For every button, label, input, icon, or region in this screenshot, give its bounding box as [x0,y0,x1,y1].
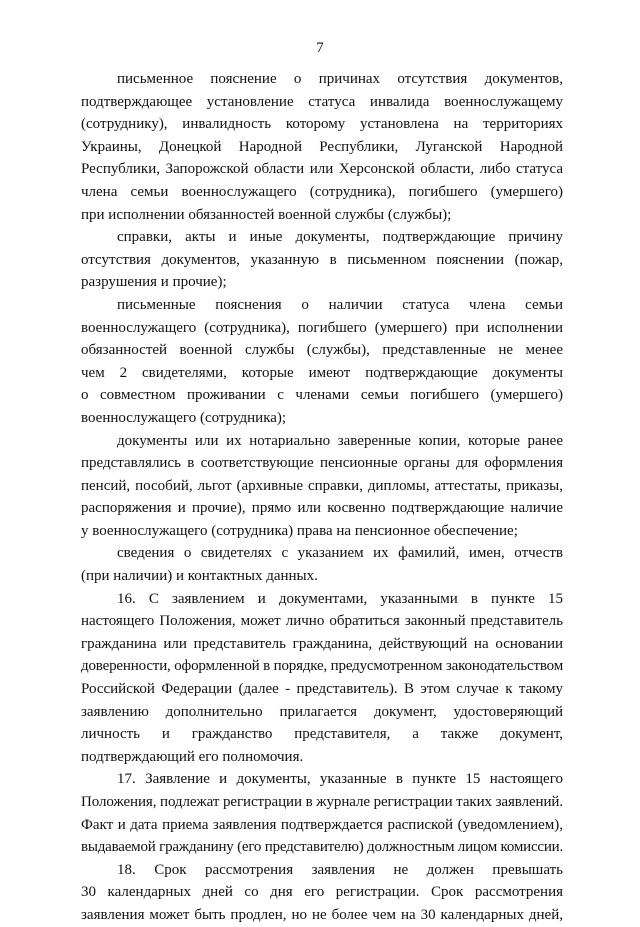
text-line: 30 календарных дней со дня его регистрации. Срок рассмотрения [81,884,563,901]
text-line: Республики, Запорожской области или Херсонской области, либо статуса [81,161,563,178]
text-line: подтверждающий его полномочия. [81,748,304,765]
text-line: справки, акты и иные документы, подтверждающие причину [117,229,563,246]
text-line: (сотруднику), инвалидность которому установлена на территориях [81,116,563,133]
text-line: пенсий, пособий, льгот (архивные справки, дипломы, аттестаты, приказы, [81,477,563,494]
text-line: 17. Заявление и документы, указанные в пункте 15 настоящего [117,771,563,788]
text-line: у военнослужащего (сотрудника) права на пенсионное обеспечение; [81,522,518,539]
text-line: гражданина или представитель гражданина, действующий на основании [81,635,563,652]
text-line: 18. Срок рассмотрения заявления не должен превышать [117,861,563,878]
text-line: Российской Федерации (далее - представитель). В этом случае к такому [81,681,563,698]
text-line: документы или их нотариально заверенные копии, которые ранее [117,432,563,449]
text-line: Положения, подлежат регистрации в журнале регистрации таких заявлений. [81,794,563,810]
text-line: представлялись в соответствующие пенсионные органы для оформления [81,455,563,472]
text-line: сведения о свидетелях с указанием их фамилий, имен, отчеств [117,545,563,562]
paragraph [81,68,563,226]
text-line: Украины, Донецкой Народной Республики, Луганской Народной [81,138,563,155]
paragraph [81,542,563,587]
paragraph [81,859,563,927]
text-line: подтверждающее установление статуса инвалида военнослужащему [81,93,563,110]
paragraph [81,226,563,294]
text-line: 16. С заявлением и документами, указанными в пункте 15 [117,590,563,607]
text-line: доверенности, оформленной в порядке, предусмотренном законодательством [81,658,564,675]
paragraph [81,588,563,769]
text-line: Факт и дата приема заявления подтверждается распиской (уведомлением), [81,816,563,833]
text-line: письменные пояснения о наличии статуса члена семьи [117,296,563,313]
paragraph [81,294,563,430]
text-line: заявления может быть продлен, но не более чем на 30 календарных дней, [81,906,563,923]
text-line: личность и гражданство представителя, а также документ, [81,726,563,743]
text-line: военнослужащего (сотрудника), погибшего (умершего) при исполнении [81,319,563,336]
text-line: военнослужащего (сотрудника); [81,409,287,426]
text-line: обязанностей военной службы (службы), представленные не менее [81,342,563,359]
text-line: письменное пояснение о причинах отсутствия документов, [117,71,563,87]
page-number: 7 [316,40,324,56]
text-line: члена семьи военнослужащего (сотрудника), погибшего (умершего) [81,183,563,200]
text-line: заявлению дополнительно прилагается документ, удостоверяющий [81,703,563,720]
document-body [81,68,563,927]
text-line: распоряжения и прочие), прямо или косвенно подтверждающие наличие [81,500,563,517]
paragraph [81,430,563,543]
text-line: разрушения и прочие); [81,274,227,291]
text-line: при исполнении обязанностей военной службы (службы); [81,206,452,223]
text-line: настоящего Положения, может лично обратиться законный представитель [81,613,563,630]
text-line: отсутствия документов, указанную в письменном пояснении (пожар, [81,251,563,268]
paragraph [81,768,563,858]
text-line: выдаваемой гражданину (его представителю) должностным лицом комиссии. [81,839,564,856]
text-line: чем 2 свидетелями, которые имеют подтверждающие документы [81,364,563,381]
text-line: (при наличии) и контактных данных. [81,568,318,585]
text-line: о совместном проживании с членами семьи погибшего (умершего) [81,387,563,404]
